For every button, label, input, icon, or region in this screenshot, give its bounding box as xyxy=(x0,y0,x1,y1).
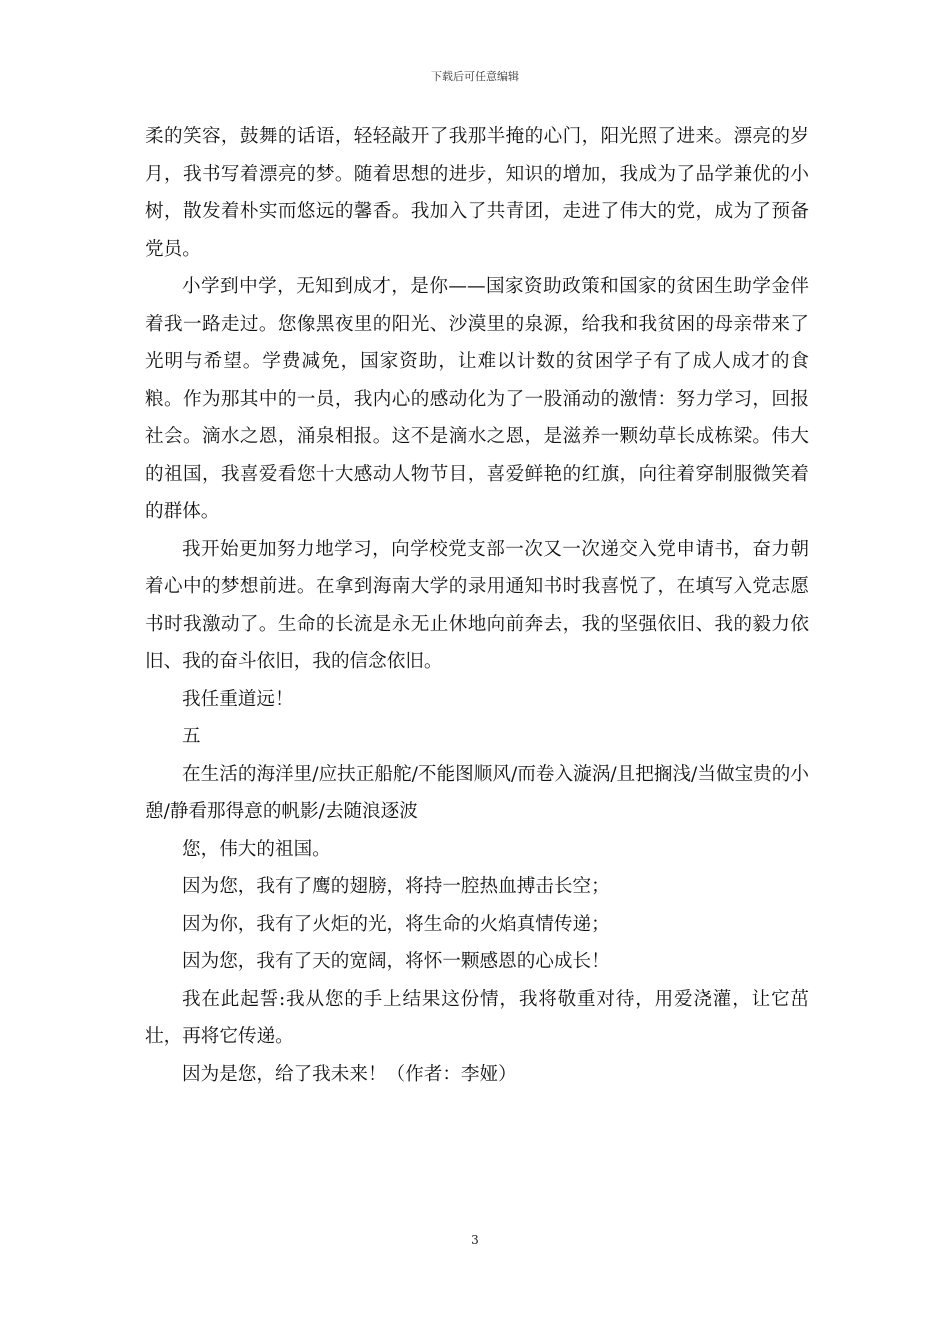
paragraph-continuation: 柔的笑容，鼓舞的话语，轻轻敲开了我那半掩的心门，阳光照了进来。漂亮的岁月，我书写着漂亮的梦。随着思想的进步，知识的增加，我成为了品学兼优的小树，散发着朴实而悠远的馨香。我加入了共青团，走进了伟大的党，成为了预备党员。 xyxy=(145,126,809,260)
section-heading: 五 xyxy=(182,726,201,747)
paragraph: 因为您，我有了天的宽阔，将怀一颗感恩的心成长！ xyxy=(182,951,610,972)
paragraph: 我任重道远！ xyxy=(182,688,294,710)
paragraph: 您，伟大的祖国。 xyxy=(182,838,331,860)
paragraph: 因为您，我有了鹰的翅膀，将持一腔热血搏击长空； xyxy=(182,876,610,897)
page-number: 3 xyxy=(471,1233,479,1247)
paragraph: 因为你，我有了火炬的光，将生命的火焰真情传递； xyxy=(182,913,610,935)
paragraph: 我开始更加努力地学习，向学校党支部一次又一次递交入党申请书，奋力朝着心中的梦想前进。在拿到海南大学的录用通知书时我喜悦了，在填写入党志愿书时我激动了。生命的长流是永无止休地向前奔去，我的坚强依旧、我的毅力依旧、我的奋斗依旧，我的信念依旧。 xyxy=(145,538,809,672)
document-body xyxy=(145,118,809,1093)
paragraph: 小学到中学，无知到成才，是你——国家资助政策和国家的贫困生助学金伴着我一路走过。您像黑夜里的阳光、沙漠里的泉源，给我和我贫困的母亲带来了光明与希望。学费减免，国家资助，让难以计数的贫困学子有了成人成才的食粮。作为那其中的一员，我内心的感动化为了一股涌动的激情：努力学习，回报社会。滴水之恩，涌泉相报。这不是滴水之恩，是滋养一颗幼草长成栋梁。伟大的祖国，我喜爱看您十大感动人物节目，喜爱鲜艳的红旗，向往着穿制服微笑着的群体。 xyxy=(145,276,809,522)
poem-paragraph: 在生活的海洋里/应扶正船舵/不能图顺风/而卷入漩涡/且把搁浅/当做宝贵的小憩/静看那得意的帆影/去随浪逐波 xyxy=(145,763,809,822)
closing-paragraph: 因为是您，给了我未来！（作者：李娅） xyxy=(182,1063,517,1085)
header-note: 下载后可任意编辑 xyxy=(431,70,519,83)
paragraph: 我在此起誓:我从您的手上结果这份情，我将敬重对待，用爱浇灌，让它茁壮，再将它传递。 xyxy=(145,988,809,1047)
